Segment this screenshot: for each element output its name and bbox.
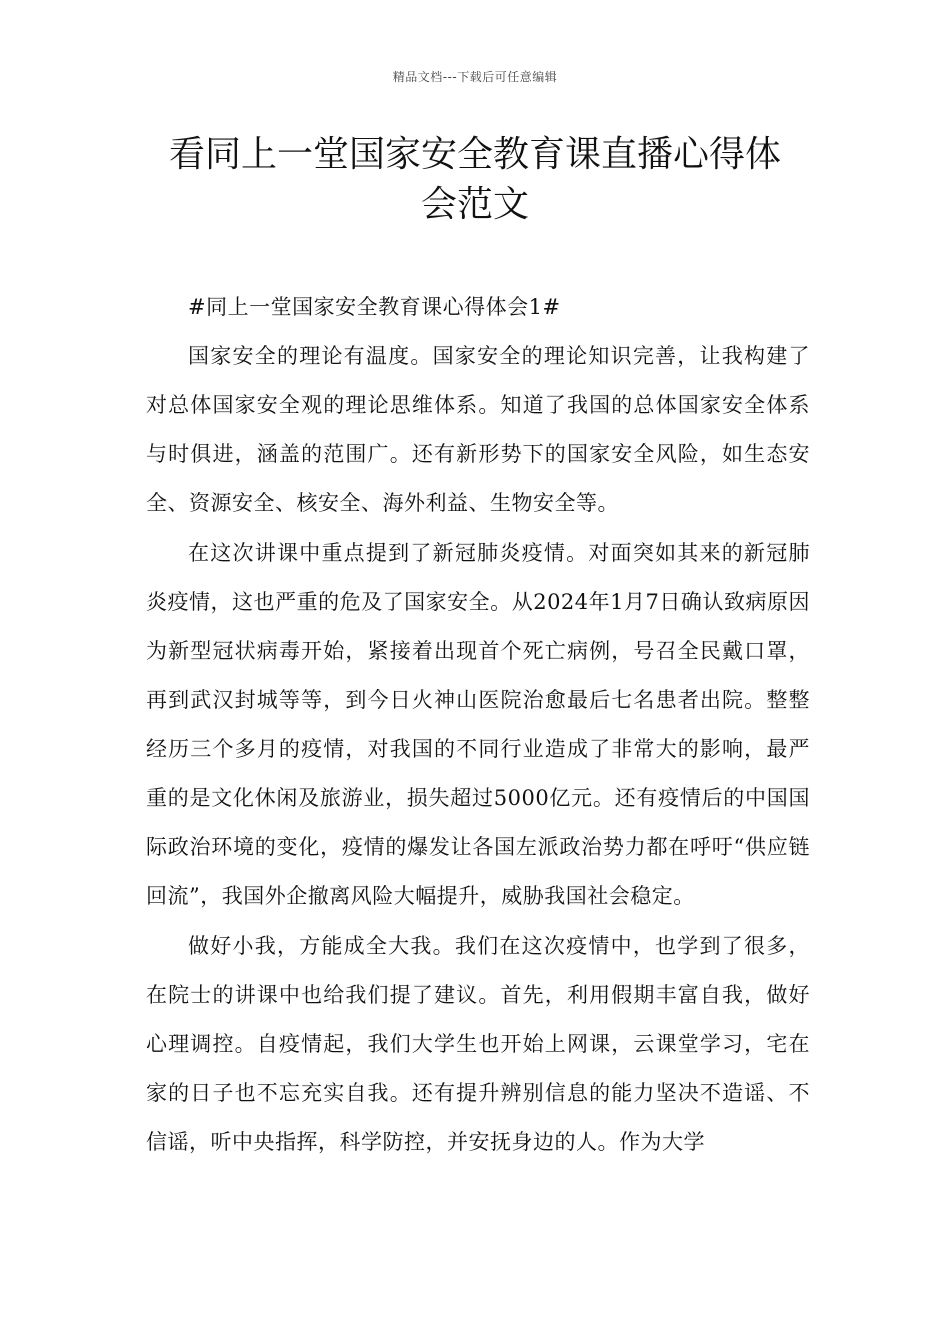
title-line-2: 会范文 bbox=[420, 184, 529, 225]
paragraph: 国家安全的理论有温度。国家安全的理论知识完善，让我构建了对总体国家安全观的理论思维体系。知道了我国的总体国家安全体系与时俱进，涵盖的范围广。还有新形势下的国家安全风险，如生态安全、资源安全、核安全、海外利益、生物安全等。 bbox=[146, 344, 810, 515]
section-heading: #同上一堂国家安全教育课心得体会1# bbox=[188, 295, 561, 319]
paragraph: 在这次讲课中重点提到了新冠肺炎疫情。对面突如其来的新冠肺炎疫情，这也严重的危及了国家安全。从2024年1月7日确认致病原因为新型冠状病毒开始，紧接着出现首个死亡病例，号召全民戴口罩，再到武汉封城等等，到今日火神山医院治愈最后七名患者出院。整整经历三个多月的疫情，对我国的不同行业造成了非常大的影响，最严重的是文化休闲及旅游业，损失超过5000亿元。还有疫情后的中国国际政治环境的变化，疫情的爆发让各国左派政治势力都在呼吁“供应链回流”，我国外企撤离风险大幅提升，威胁我国社会稳定。 bbox=[146, 541, 810, 908]
header-note: 精品文档---下载后可任意编辑 bbox=[392, 70, 558, 84]
paragraph: 做好小我，方能成全大我。我们在这次疫情中，也学到了很多，在院士的讲课中也给我们提了建议。首先，利用假期丰富自我，做好心理调控。自疫情起，我们大学生也开始上网课，云课堂学习，宅在家的日子也不忘充实自我。还有提升辨别信息的能力坚决不造谣、不信谣，听中央指挥，科学防控，并安抚身边的人。作为大学 bbox=[146, 934, 810, 1154]
document-title bbox=[140, 130, 810, 230]
document-body bbox=[146, 283, 810, 1167]
title-line-1: 看同上一堂国家安全教育课直播心得体 bbox=[168, 134, 781, 175]
